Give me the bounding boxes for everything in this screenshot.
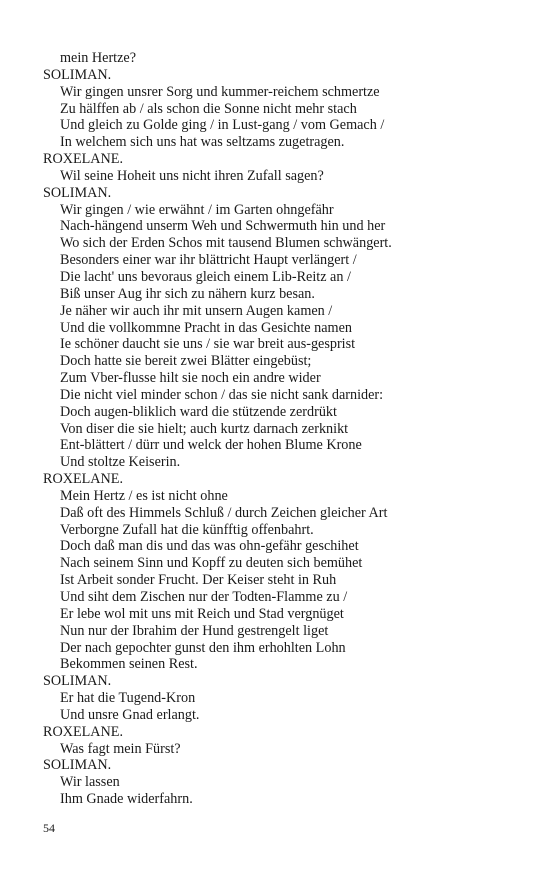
verse-line: Verborgne Zufall hat die künfftig offenbahrt.	[60, 521, 314, 538]
speaker-name: SOLIMAN.	[43, 757, 112, 774]
verse-line: Und die vollkommne Pracht in das Gesichte namen	[60, 319, 352, 336]
verse-line: Nun nur der Ibrahim der Hund gestrengelt liget	[60, 622, 329, 639]
verse-line: Der nach gepochter gunst den ihm erhohlten Lohn	[60, 639, 346, 656]
verse-line: Ihm Gnade widerfahrn.	[60, 791, 193, 808]
verse-line: Und siht dem Zischen nur der Todten-Flamme zu /	[60, 589, 348, 605]
verse-line: Wo sich der Erden Schos mit tausend Blumen schwängert.	[60, 235, 392, 252]
verse-line: Was fagt mein Fürst?	[60, 740, 181, 757]
play-text	[43, 50, 483, 808]
verse-line: Wir gingen / wie erwähnt / im Garten ohngefähr	[60, 201, 334, 218]
verse-line: Die lacht' uns bevoraus gleich einem Lib-Reitz an /	[60, 268, 351, 285]
verse-line: Er hat die Tugend-Kron	[60, 690, 196, 707]
verse-line: Zu hälffen ab / als schon die Sonne nicht mehr stach	[60, 100, 357, 117]
speaker-name: SOLIMAN.	[43, 66, 112, 83]
verse-line: Und unsre Gnad erlangt.	[60, 706, 200, 723]
verse-line: Und stoltze Keiserin.	[60, 454, 181, 471]
speaker-name: SOLIMAN.	[43, 673, 112, 690]
verse-line: Nach-hängend unserm Weh und Schwermuth hin und her	[60, 218, 386, 235]
verse-line: Die nicht viel minder schon / das sie nicht sank darnider:	[60, 386, 384, 403]
verse-line: Wir gingen unsrer Sorg und kummer-reichem schmertze	[60, 83, 380, 100]
verse-line: Wir lassen	[60, 774, 120, 791]
verse-line: Bekommen seinen Rest.	[60, 656, 198, 673]
verse-line: Mein Hertz / es ist nicht ohne	[60, 487, 228, 504]
verse-line: Doch hatte sie bereit zwei Blätter eingebüst;	[60, 353, 312, 370]
verse-line: Und gleich zu Golde ging / in Lust-gang / vom Gemach /	[60, 117, 385, 134]
speaker-name: ROXELANE.	[43, 151, 123, 168]
verse-line: Doch daß man dis und das was ohn-gefähr geschihet	[60, 538, 359, 555]
verse-line: Doch augen-bliklich ward die stützende zerdrükt	[60, 403, 337, 420]
verse-line: Ist Arbeit sonder Frucht. Der Keiser steht in Ruh	[60, 572, 337, 589]
verse-line: Besonders einer war ihr blättricht Haupt verlängert /	[60, 252, 357, 269]
speaker-name: ROXELANE.	[43, 723, 123, 740]
verse-line: Von diser die sie hielt; auch kurtz darnach zerknikt	[60, 420, 349, 437]
verse-line: In welchem sich uns hat was seltzams zugetragen.	[60, 134, 345, 151]
verse-line: Daß oft des Himmels Schluß / durch Zeichen gleicher Art	[60, 504, 388, 521]
speaker-name: SOLIMAN.	[43, 184, 112, 201]
page-number: 54	[43, 821, 55, 835]
verse-line: Je näher wir auch ihr mit unsern Augen kamen /	[60, 302, 333, 319]
verse-line: Zum Vber-flusse hilt sie noch ein andre wider	[60, 370, 321, 387]
verse-line: mein Hertze?	[60, 50, 137, 66]
speaker-name: ROXELANE.	[43, 471, 123, 488]
verse-line: Ent-blättert / dürr und welck der hohen Blume Krone	[60, 437, 362, 454]
verse-line: Nach seinem Sinn und Kopff zu deuten sich bemühet	[60, 555, 363, 572]
verse-line: Er lebe wol mit uns mit Reich und Stad vergnüget	[60, 605, 344, 622]
verse-line: Wil seine Hoheit uns nicht ihren Zufall sagen?	[60, 167, 324, 184]
verse-line: Ie schöner daucht sie uns / sie war breit aus-gesprist	[60, 336, 356, 353]
verse-line: Biß unser Aug ihr sich zu nähern kurz besan.	[60, 285, 315, 302]
